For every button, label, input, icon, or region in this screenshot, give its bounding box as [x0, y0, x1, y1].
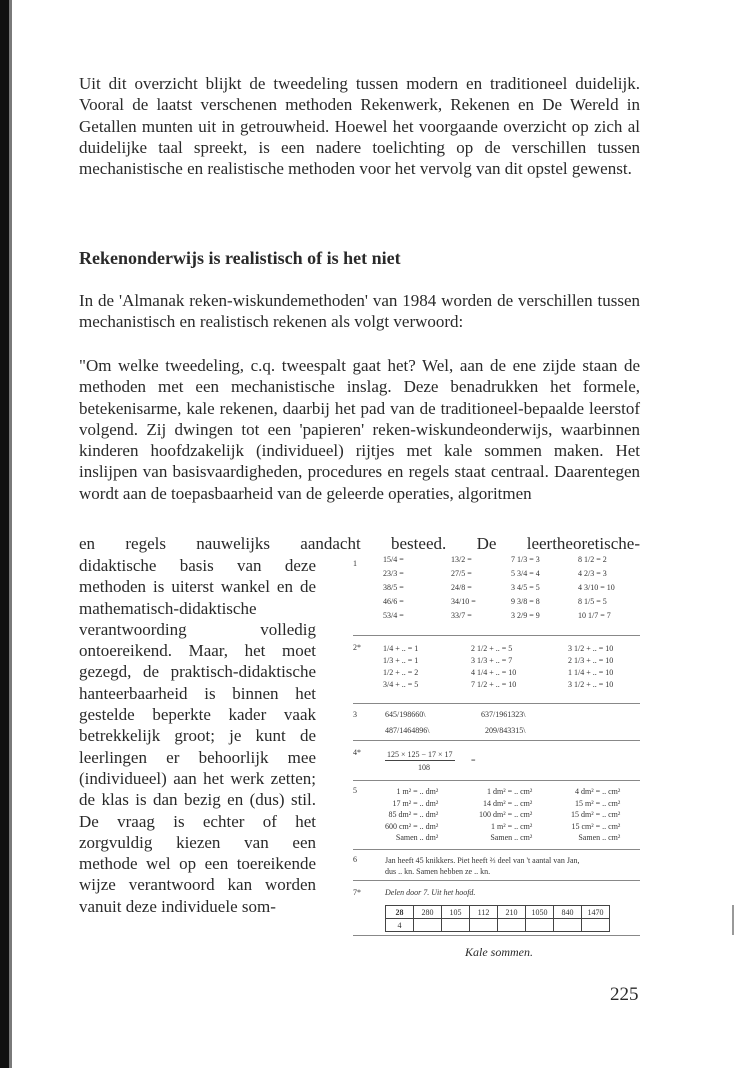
quote-column-text: didaktische basis van deze methoden is uiterst wankel en de mathematisch-didaktische verantwoording volledig ontoereikend. Maar, het moet gezegd, de praktisch-didaktische hanteerbaarheid is binnen het gestelde beperkte kader vaak betrekkelijk groot; je kunt de leerlingen er behoorlijk mee (individueel) aan het werk zetten; de klas is dan bezig en (dus) stil. De vraag is echter of het zorgvuldig kiezen van een methode wel op een toereikende wijze verantwoord kan worden vanuit deze individuele som- [79, 556, 316, 916]
margin-mark [732, 905, 734, 935]
exercise-2 [353, 643, 640, 703]
divider [353, 880, 640, 881]
exercise-number: 4* [353, 748, 361, 757]
exercise-3 [353, 710, 640, 740]
page-number: 225 [610, 984, 639, 1005]
divider [353, 935, 640, 936]
table-row: 4 [386, 919, 610, 932]
paragraph-quote: "Om welke tweedeling, c.q. tweespalt gaat het? Wel, aan de ene zijde staan de methoden met een mechanistische inslag. Deze benadrukken het formele, betekenisarme, kale rekenen, daarbij het pad van de traditioneel-bepaalde leerstof volgend. Zij dwingen tot een 'papieren' reken-wiskundeonderwijs, waarbinnen kinderen hoofdzakelijk (individueel) rijtjes met kale sommen maken. Het inslijpen van basisvaardigheden, procedures en regels staat centraal. Daarentegen wordt aan de toepasbaarheid van de geleerde operaties, algoritmen [79, 356, 640, 503]
ex6-text: Jan heeft 45 knikkers. Piet heeft ⅔ deel van 't aantal van Jan, dus .. kn. Samen hebben ze .. kn. [385, 856, 580, 876]
ex4-numerator: 125 × 125 − 17 × 17 [387, 750, 453, 759]
ex2-col1: 1/4 + .. = 1 1/3 + .. = 1 1/2 + .. = 2 3/4 + .. = 5 [383, 644, 419, 689]
exercise-6 [353, 855, 640, 877]
divider [353, 849, 640, 850]
ex7-title: Delen door 7. Uit het hoofd. [385, 888, 476, 897]
ex4-denominator: 108 [418, 763, 430, 772]
exercise-number: 6 [353, 855, 357, 864]
ex1-col2: 13/2 = 27/5 = 24/8 = 34/10 = 33/7 = [451, 555, 476, 620]
exercise-4 [353, 748, 640, 778]
ex1-col3: 7 1/3 = 3 5 3/4 = 4 3 4/5 = 5 9 3/8 = 8 3 2/9 = 9 [511, 555, 540, 620]
ex3-division-d: 209/843315\ [485, 726, 526, 735]
exercise-number: 1 [353, 559, 357, 568]
book-spine-shadow [0, 0, 9, 1068]
exercise-number: 3 [353, 710, 357, 719]
quote-line-full: en regels nauwelijks aandacht besteed. De leertheoretische- [79, 534, 640, 553]
table-row: 28 280 105 112 210 1050 840 1470 [386, 906, 610, 919]
ex5-col2: 1 dm² = .. cm² 14 dm² = .. cm² 100 dm² = .. cm² 1 m² = .. cm² Samen .. cm² [479, 787, 533, 842]
ex1-col4: 8 1/2 = 2 4 2/3 = 3 4 3/10 = 10 8 1/5 = 5 10 1/7 = 7 [578, 555, 615, 620]
exercise-number: 2* [353, 643, 361, 652]
exercise-5 [353, 786, 640, 850]
book-spine-edge [9, 0, 12, 1068]
ex3-division-b: 637/1961323\ [481, 710, 526, 719]
divider [353, 635, 640, 636]
ex4-equals: = [471, 756, 476, 765]
ex5-col1: 1 m² = .. dm² 17 m² = .. dm² 85 dm² = .. dm² 600 cm² = .. dm² Samen .. dm² [385, 787, 439, 842]
section-heading: Rekenonderwijs is realistisch of is het niet [79, 248, 401, 268]
exercise-1 [353, 553, 640, 631]
divider [353, 703, 640, 704]
ex3-division-c: 487/1464896\ [385, 726, 430, 735]
paragraph-intro: Uit dit overzicht blijkt de tweedeling tussen modern en traditioneel duidelijk. Vooral de laatst verschenen methoden Rekenwerk, Rekenen en De Wereld in Getallen munten uit in getrouwheid. Hoewel het voorgaande overzicht op zich al duidelijke taal spreekt, is een nadere toelichting op de verschillen tussen mechanistische en realistische methoden voor het vervolg van dit opstel gewenst. [79, 74, 640, 179]
ex1-col1: 15/4 = 23/3 = 38/5 = 46/6 = 53/4 = [383, 555, 404, 620]
exercise-number: 7* [353, 888, 361, 897]
exercise-number: 5 [353, 786, 357, 795]
ex5-col3: 4 dm² = .. cm² 15 m² = .. cm² 15 dm² = .. cm² 15 cm² = .. cm² Samen .. cm² [571, 787, 621, 842]
ex3-division-a: 645/198660\ [385, 710, 426, 719]
figure-caption: Kale sommen. [465, 945, 533, 959]
ex7-table [385, 905, 610, 932]
ex2-col3: 3 1/2 + .. = 10 2 1/3 + .. = 10 1 1/4 + .. = 10 3 1/2 + .. = 10 [568, 644, 614, 689]
exercise-7 [353, 888, 640, 938]
divider [353, 780, 640, 781]
ex2-col2: 2 1/2 + .. = 5 3 1/3 + .. = 7 4 1/4 + .. = 10 7 1/2 + .. = 10 [471, 644, 517, 689]
divider [353, 740, 640, 741]
paragraph-almanak: In de 'Almanak reken-wiskundemethoden' van 1984 worden de verschillen tussen mechanistisch en realistisch rekenen als volgt verwoord: [79, 291, 640, 332]
